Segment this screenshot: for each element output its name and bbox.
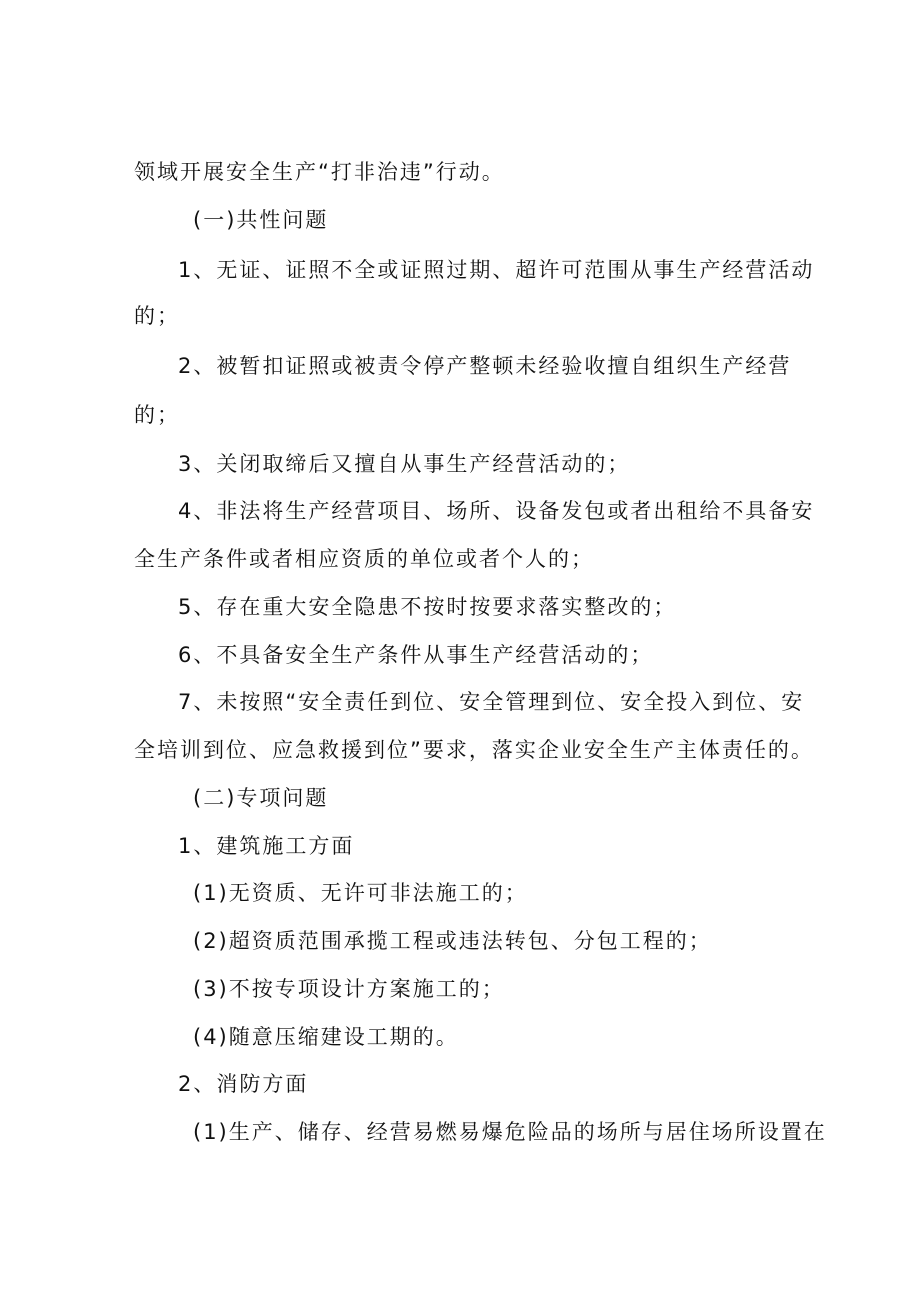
- list-item-line: 的；: [134, 304, 180, 328]
- list-item-line: 2、被暂扣证照或被责令停产整顿未经验收擅自组织生产经营: [178, 354, 792, 378]
- list-item-line: 3、关闭取缔后又擅自从事生产经营活动的；: [178, 452, 631, 476]
- list-item-line: 1、无证、证照不全或证照过期、超许可范围从事生产经营活动: [178, 258, 815, 282]
- paragraph-line: 领域开展安全生产“打非治违”行动。: [134, 160, 505, 184]
- subsection-heading-fire-protection: 2、消防方面: [178, 1072, 309, 1096]
- list-item-line: 全培训到位、应急救援到位”要求，落实企业安全生产主体责任的。: [134, 738, 814, 762]
- list-item-line: 6、不具备安全生产条件从事生产经营活动的；: [178, 643, 654, 667]
- list-item-line: 5、存在重大安全隐患不按时按要求落实整改的；: [178, 595, 677, 619]
- list-item-line: (1)生产、储存、经营易燃易爆危险品的场所与居住场所设置在: [193, 1120, 827, 1144]
- list-item-line: 7、未按照“安全责任到位、安全管理到位、安全投入到位、安: [178, 690, 805, 714]
- list-item-line: 全生产条件或者相应资质的单位或者个人的；: [134, 547, 594, 571]
- list-item-line: (1)无资质、无许可非法施工的；: [193, 881, 528, 905]
- section-heading-common-issues: (一)共性问题: [193, 208, 329, 232]
- list-item-line: (4)随意压缩建设工期的。: [193, 1025, 459, 1049]
- subsection-heading-construction: 1、建筑施工方面: [178, 834, 355, 858]
- list-item-line: 的；: [134, 403, 180, 427]
- list-item-line: (2)超资质范围承揽工程或违法转包、分包工程的；: [193, 929, 712, 953]
- section-heading-special-issues: (二)专项问题: [193, 786, 329, 810]
- list-item-line: 4、非法将生产经营项目、场所、设备发包或者出租给不具备安: [178, 499, 815, 523]
- list-item-line: (3)不按专项设计方案施工的；: [193, 977, 505, 1001]
